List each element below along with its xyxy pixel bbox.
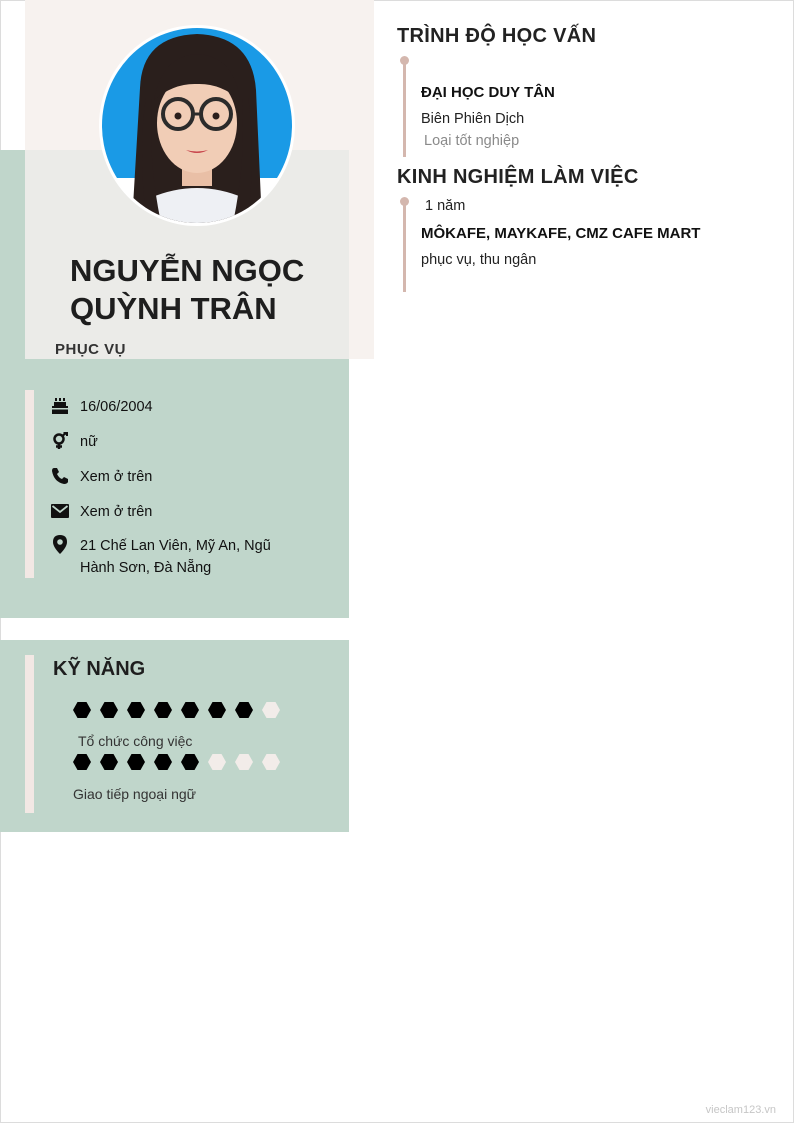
contact-phone — [50, 466, 285, 488]
rating-hexagon-filled-icon — [181, 754, 199, 770]
company-name: MÔKAFE, MAYKAFE, CMZ CAFE MART — [421, 225, 701, 242]
email-icon — [50, 501, 70, 521]
rating-hexagon-filled-icon — [235, 702, 253, 718]
contact-birthday — [50, 396, 285, 418]
location-pin-icon — [50, 535, 70, 555]
rating-hexagon-empty-icon — [262, 702, 280, 718]
rating-hexagon-empty-icon — [262, 754, 280, 770]
skill-rating-language — [73, 754, 289, 770]
avatar — [99, 25, 295, 226]
rating-hexagon-filled-icon — [100, 754, 118, 770]
rating-hexagon-filled-icon — [73, 754, 91, 770]
gender-value: nữ — [80, 434, 98, 450]
candidate-name: NGUYỄN NGỌC QUỲNH TRÂN — [70, 253, 305, 326]
skill-label: Tổ chức công việc — [78, 733, 193, 749]
experience-heading: KINH NGHIỆM LÀM VIỆC — [397, 166, 639, 188]
contact-email — [50, 501, 285, 523]
experience-duration: 1 năm — [425, 198, 466, 214]
rating-hexagon-empty-icon — [208, 754, 226, 770]
contact-accent-bar — [25, 390, 34, 578]
job-title: PHỤC VỤ — [55, 341, 127, 358]
rating-hexagon-filled-icon — [127, 702, 145, 718]
rating-hexagon-filled-icon — [127, 754, 145, 770]
contact-address — [50, 535, 285, 579]
skills-heading: KỸ NĂNG — [53, 658, 146, 680]
address-value: 21 Chế Lan Viên, Mỹ An, Ngũ Hành Sơn, Đà Nẵng — [80, 538, 271, 576]
school-name: ĐẠI HỌC DUY TÂN — [421, 84, 555, 101]
education-grade: Loại tốt nghiệp — [424, 133, 520, 149]
rating-hexagon-filled-icon — [208, 702, 226, 718]
rating-hexagon-filled-icon — [154, 702, 172, 718]
phone-value: Xem ở trên — [80, 469, 153, 485]
gender-icon — [50, 431, 70, 451]
skill-rating-organize — [73, 702, 289, 718]
phone-icon — [50, 466, 70, 486]
education-major: Biên Phiên Dịch — [421, 111, 525, 127]
skill-label: Giao tiếp ngoại ngữ — [73, 786, 197, 802]
job-description: phục vụ, thu ngân — [421, 252, 537, 268]
rating-hexagon-filled-icon — [154, 754, 172, 770]
email-value: Xem ở trên — [80, 504, 153, 520]
watermark: vieclam123.vn — [705, 1104, 776, 1116]
rating-hexagon-empty-icon — [235, 754, 253, 770]
birthday-cake-icon — [50, 396, 70, 416]
skills-accent-bar — [25, 655, 34, 813]
rating-hexagon-filled-icon — [73, 702, 91, 718]
education-heading: TRÌNH ĐỘ HỌC VẤN — [397, 25, 597, 47]
rating-hexagon-filled-icon — [100, 702, 118, 718]
birthday-value: 16/06/2004 — [80, 399, 153, 415]
experience-timeline-line — [403, 201, 406, 292]
contact-gender — [50, 431, 285, 453]
rating-hexagon-filled-icon — [181, 702, 199, 718]
education-timeline-line — [403, 60, 406, 157]
